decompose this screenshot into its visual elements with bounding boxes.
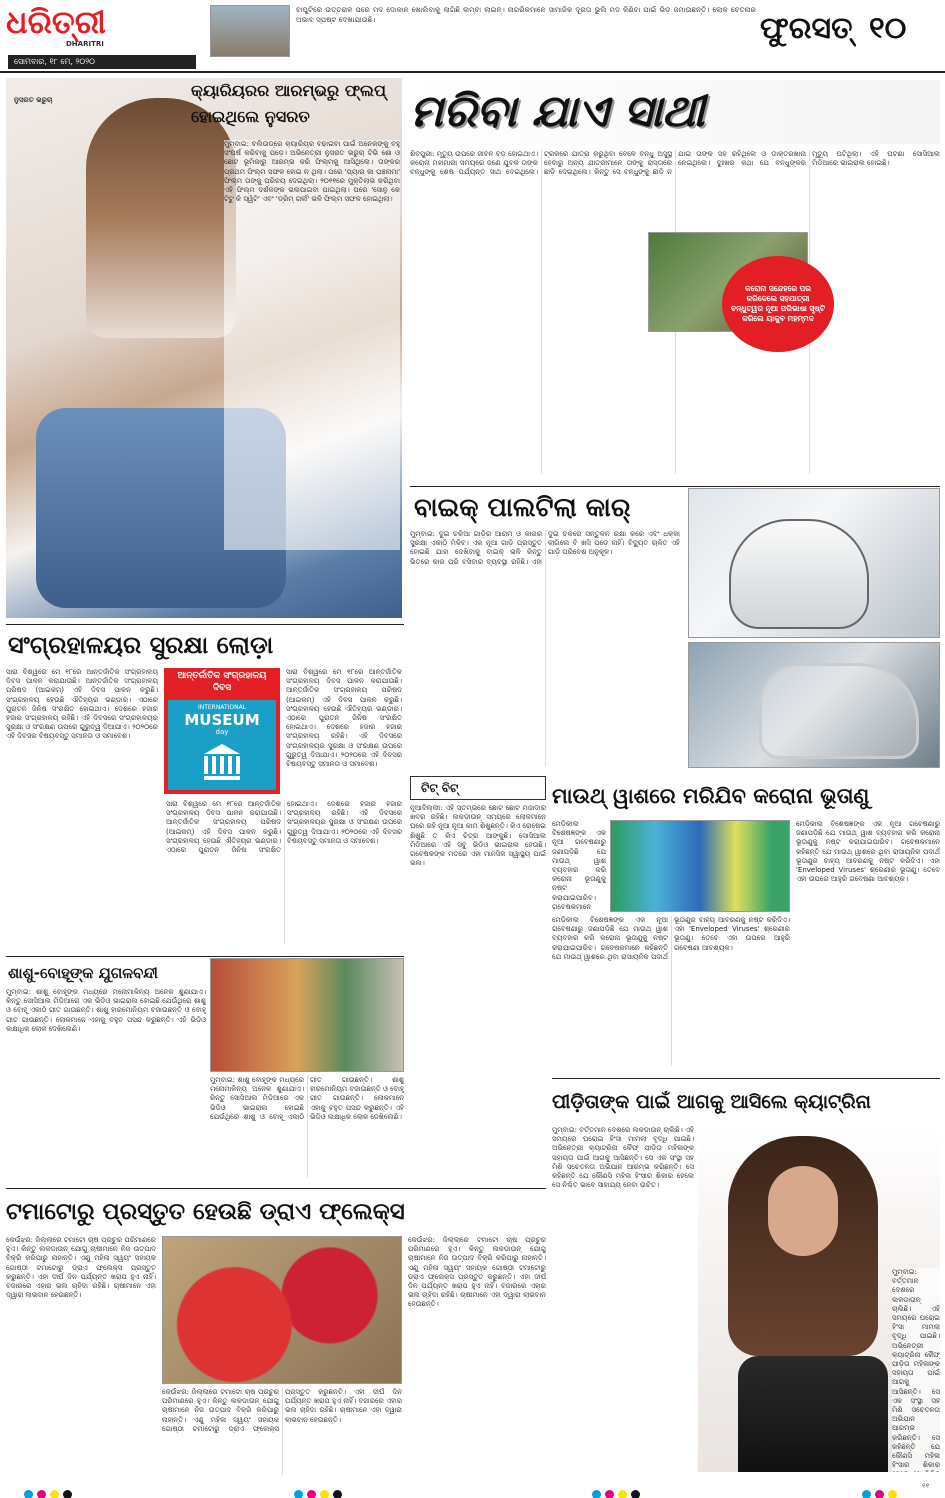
titbit-headline-box bbox=[410, 776, 546, 800]
bike-top-rule bbox=[410, 486, 940, 487]
section-name: ଫୁରସତ୍ bbox=[760, 11, 853, 46]
story-museum bbox=[6, 624, 404, 950]
masthead-date bbox=[8, 55, 196, 69]
nushrat-body: ମୁମ୍ବାଇ: ବଲିଉଡ୍‌ରେ କ୍ୟାରିୟର ବଢାଇବା ପାଇଁ ଅନେକଙ୍କୁ ବହୁ ସଂଘର୍ଷ କରିବାକୁ ପଡ଼େ। ଅଭିନେତ୍ରୀ ନୁସରତ ଭରୁଚା ଟିଭି ଶୋ ଓ ଛୋଟ ଭୂମିକାରୁ ଆରମ୍ଭ କରି ଫିଲ୍ମକୁ ଆସିଥିଲେ। ତାଙ୍କର ପ୍ରଥମ ଫିଲ୍ମ ସଫଳ ହୋଇ ନ ଥିଲା। ପରେ 'ପ୍ୟାର କା ପଞ୍ଚନାମା' ଫିଲ୍ମ ତାଙ୍କୁ ପରିଚୟ ଦେଇଥିଲା। ୨୦୧୧ରେ ମୁକ୍ତିଲାଭ କରିଥିବା ଏହି ଫିଲ୍ମ ଦର୍ଶକଙ୍କ ଭଲପାଇବା ପାଇଥିଲା। ପରେ 'ସୋନୁ କେ ଟିଟୁ କି ସ୍ୱିଟି' ଏବଂ 'ଡ୍ରିମ୍ ଗର୍ଲ' ଭଳି ଫିଲ୍ମ ସଫଳ ହୋଇଥିଲା। bbox=[224, 140, 400, 550]
story-titbit bbox=[410, 776, 546, 1182]
masthead-top-photo bbox=[210, 5, 290, 57]
story-nushrat bbox=[6, 78, 402, 618]
mouthwash-headline: ମାଉଥ୍ ୱାଶରେ ମରିଯିବ କରୋନା ଭୂତାଣୁ bbox=[552, 784, 870, 808]
masthead-top-story: ବାଘୁଟିରେ ଉତ୍ତରାଳ ପରେ ମଦ ଦୋକାନ ଖୋଲିବାକୁ ଲାଗିଛି ଲମ୍ବା ଲାଇନ୍। ନାଗରିକମାନେ ସାମାଜିକ ଦୂରତା ଭୁଲି ମଦ କିଣିବା ପାଇଁ ଭିଡ଼ ଜମାଉଛନ୍ତି। ଲୋକ ଚେତନାର ଅଭାବ ସ୍ପଷ୍ଟ ଦେଖାଯାଉଛି। bbox=[296, 5, 756, 24]
story-marib bbox=[410, 80, 940, 480]
story-tomato bbox=[6, 1188, 546, 1478]
saasu-photo bbox=[210, 958, 404, 1072]
reg-marks-center-right bbox=[590, 1484, 642, 1498]
saasu-top-rule bbox=[6, 956, 404, 957]
bike-vehicle-shape bbox=[729, 519, 869, 629]
story-mouthwash bbox=[552, 776, 940, 1070]
masthead-logo-block bbox=[6, 2, 196, 54]
reg-marks-center-left bbox=[292, 1484, 344, 1498]
footer bbox=[0, 1482, 945, 1498]
museum-body-right: ସାରା ବିଶ୍ୱରେ ମେ ୧୮ରେ ଆନ୍ତର୍ଜାତିକ ସଂଗ୍ରହାଳୟ ଦିବସ ପାଳନ କରାଯାଉଛି। ଆନ୍ତର୍ଜାତିକ ସଂଗ୍ରହାଳୟ ପରିଷଦ (ଆଇକମ୍) ଏହି ଦିବସ ପାଳନ କରୁଛି। ସଂଗ୍ରହାଳୟ ହେଉଛି ଐତିହ୍ୟର ଭଣ୍ଡାର। ଏଠାରେ ପୁରାତନ ଜିନିଷ ସଂରକ୍ଷିତ ହୋଇଥାଏ। ଦେଶରେ ହଜାର ହଜାର ସଂଗ୍ରହାଳୟ ରହିଛି। ଏହି ଦିବସରେ ସଂଗ୍ରହାଳୟର ସୁରକ୍ଷା ଓ ସଂରକ୍ଷଣ ଉପରେ ଗୁରୁତ୍ୱ ଦିଆଯାଏ। ୨୦୨୦ରେ ଏହି ଦିବସର ବିଷୟବସ୍ତୁ ସମାନତା ଓ ସମାବେଶ। bbox=[166, 800, 402, 855]
nushrat-figure bbox=[86, 98, 236, 338]
museum-badge-inner bbox=[168, 700, 276, 790]
mouthwash-photo bbox=[610, 820, 790, 912]
saasu-body-left: ମୁମ୍ବାଇ: ଶାଶୁ ବୋହୂଙ୍କ ମଧ୍ୟରେ ମନୋମାଳିନ୍ୟ ଅନେକ ଶୁଣାଯାଏ। କିନ୍ତୁ ସୋସିଆଲ ମିଡିଆରେ ଏକ ଭିଡିଓ ଭାଇରାଲ ହୋଇଛି ଯେଉଁଥିରେ ଶାଶୁ ଓ ବୋହୂ ଏକାଠି ଗୀତ ଗାଉଛନ୍ତି। ଶାଶୁ ହାରମୋନିୟମ ବଜାଉଛନ୍ତି ଓ ବୋହୂ ଗୀତ ଗାଉଛନ୍ତି। ଲୋକମାନେ ଏହାକୁ ବହୁତ ପସନ୍ଦ କରୁଛନ୍ତି। ଏହି ଭିଡିଓ ଲକ୍ଷାଧିକ ଲୋକ ଦେଖିଲେଣି। bbox=[6, 988, 206, 1033]
marib-callout bbox=[722, 256, 834, 352]
tomato-body-under: କେଉଁଝର: ଜିଲ୍ଲାରେ ଟମାଟୋ ଚାଷ ପ୍ରଚୁର ପରିମାଣରେ ହୁଏ। କିନ୍ତୁ ଲକଡାଉନ୍ ଯୋଗୁ ଚାଷୀମାନେ ନିଜ ଉତ୍ପାଦ ବିକ୍ରି କରିପାରୁ ନାହାନ୍ତି। ଏଣୁ ମହିଳା ସ୍ୱୟଂ ସହାୟକ ଗୋଷ୍ଠୀ ଟମାଟୋରୁ ଡ୍ରାଏ ଫ୍ଲେକ୍ସ ପ୍ରସ୍ତୁତ କରୁଛନ୍ତି। ଏହା ଦୀର୍ଘ ଦିନ ପର୍ଯ୍ୟନ୍ତ ଖରାପ ହୁଏ ନାହିଁ। ବଜାରରେ ଏହାର ଭଲ ଚାହିଦା ରହିଛି। ଚାଷୀମାନେ ଏହା ଦ୍ୱାରା ଲାଭବାନ ହେଉଛନ୍ତି। bbox=[162, 1388, 402, 1433]
bike-photo-bottom bbox=[688, 642, 940, 768]
mouthwash-body-b: ମେଡ଼ିକାଲ ବିଶେଷଜ୍ଞଙ୍କ ଏକ ନୂଆ ଗବେଷଣାରୁ ଜଣାପଡ଼ିଛି ଯେ ମାଉଥ୍ ୱାଶ ବ୍ୟବହାର କରି କରୋନା ଭୂତାଣୁକୁ ନଷ୍ଟ କରାଯାଇପାରିବ। ଗବେଷକମାନେ କହିଛନ୍ତି ଯେ ମାଉଥ୍ ୱାଶରେ ଥିବା ରାସାୟନିକ ପଦାର୍ଥ ଭୂତାଣୁର ବାହ୍ୟ ଆବରଣକୁ ନଷ୍ଟ କରିଦିଏ। ଏହା 'Enveloped Viruses' ଶ୍ରେଣୀର ଭୂତାଣୁ। ତେବେ ଏହା ଉପରେ ଆହୁରି ଗବେଷଣା ଆବଶ୍ୟକ। bbox=[552, 916, 790, 961]
tomato-headline: ଟମାଟୋରୁ ପ୍ରସ୍ତୁତ ହେଉଛି ଡ୍ରାଏ ଫ୍ଲେକ୍ସ bbox=[6, 1199, 405, 1225]
marib-headline-box bbox=[410, 80, 940, 144]
museum-body-side: ସାରା ବିଶ୍ୱରେ ମେ ୧୮ରେ ଆନ୍ତର୍ଜାତିକ ସଂଗ୍ରହାଳୟ ଦିବସ ପାଳନ କରାଯାଉଛି। ଆନ୍ତର୍ଜାତିକ ସଂଗ୍ରହାଳୟ ପରିଷଦ (ଆଇକମ୍) ଏହି ଦିବସ ପାଳନ କରୁଛି। ସଂଗ୍ରହାଳୟ ହେଉଛି ଐତିହ୍ୟର ଭଣ୍ଡାର। ଏଠାରେ ପୁରାତନ ଜିନିଷ ସଂରକ୍ଷିତ ହୋଇଥାଏ। ଦେଶରେ ହଜାର ହଜାର ସଂଗ୍ରହାଳୟ ରହିଛି। ଏହି ଦିବସରେ ସଂଗ୍ରହାଳୟର ସୁରକ୍ଷା ଓ ସଂରକ୍ଷଣ ଉପରେ ଗୁରୁତ୍ୱ ଦିଆଯାଏ। ୨୦୨୦ରେ ଏହି ଦିବସର ବିଷୟବସ୍ତୁ ସମାନତା ଓ ସମାବେଶ। bbox=[286, 668, 402, 769]
mouthwash-body-a: ମେଡ଼ିକାଲ ବିଶେଷଜ୍ଞଙ୍କ ଏକ ନୂଆ ଗବେଷଣାରୁ ଜଣାପଡ଼ିଛି ଯେ ମାଉଥ୍ ୱାଶ ବ୍ୟବହାର କରି କରୋନା ଭୂତାଣୁକୁ ନଷ୍ଟ କରାଯାଇପାରିବ। ଗବେଷକମାନେ bbox=[552, 820, 606, 911]
marib-headline: ମରିବା ଯାଏ ସାଥୀ bbox=[410, 86, 705, 137]
page-number: ୧୦ bbox=[868, 11, 907, 46]
tomato-body-right: କେଉଁଝର: ଜିଲ୍ଲାରେ ଟମାଟୋ ଚାଷ ପ୍ରଚୁର ପରିମାଣରେ ହୁଏ। କିନ୍ତୁ ଲକଡାଉନ୍ ଯୋଗୁ ଚାଷୀମାନେ ନିଜ ଉତ୍ପାଦ ବିକ୍ରି କରିପାରୁ ନାହାନ୍ତି। ଏଣୁ ମହିଳା ସ୍ୱୟଂ ସହାୟକ ଗୋଷ୍ଠୀ ଟମାଟୋରୁ ଡ୍ରାଏ ଫ୍ଲେକ୍ସ ପ୍ରସ୍ତୁତ କରୁଛନ୍ତି। ଏହା ଦୀର୍ଘ ଦିନ ପର୍ଯ୍ୟନ୍ତ ଖରାପ ହୁଏ ନାହିଁ। ବଜାରରେ ଏହାର ଭଲ ଚାହିଦା ରହିଛି। ଚାଷୀମାନେ ଏହା ଦ୍ୱାରା ଲାଭବାନ ହେଉଛନ୍ତି। bbox=[408, 1236, 546, 1309]
nushrat-photo-caption: ନୁସରତ ଭରୁଚା bbox=[14, 96, 53, 104]
story-saasu bbox=[6, 956, 404, 1182]
bike-vehicle-frame bbox=[759, 663, 919, 759]
tomato-photo bbox=[162, 1236, 402, 1384]
katrina-body-right: ମୁମ୍ବାଇ: ବର୍ତ୍ତମାନ ଦେଶରେ ଲକଡାଉନ୍ ଚାଲିଛି। ଏହି ସମୟରେ ଘରୋଇ ହିଂସା ମାମଲା ବୃଦ୍ଧି ପାଇଛି। ଅଭିନେତ୍ରୀ କ୍ୟାଟ୍ରିନା କୈଫ୍ ପୀଡ଼ିତା ମହିଳାଙ୍କ ସହାୟତା ପାଇଁ ଆଗକୁ ଆସିଛନ୍ତି। ସେ ଏକ ସଂସ୍ଥା ସହ ମିଶି ସଚେତନତା ଅଭିଯାନ ଆରମ୍ଭ କରିଛନ୍ତି। ସେ କହିଛନ୍ତି ଯେ କୌଣସି ମହିଳା ହିଂସାର ଶିକାର bbox=[892, 1268, 940, 1472]
bike-headline: ବାଇକ୍ ପାଲଟିଲା କାର୍ bbox=[414, 493, 631, 523]
titbit-body: ନୂଆଦିଲ୍ଲୀ: ଏହି ସ୍ତମ୍ଭରେ ଛୋଟ ଛୋଟ ମଜାଦାର ଖବର ରହିଛି। ଲକଡାଉନ୍ ସମୟରେ ଲୋକମାନେ ଘରେ ରହି ନୂଆ ନୂଆ କାମ ଶିଖୁଛନ୍ତି। କିଏ ରୋଷେଇ ଶିଖୁଛି ତ କିଏ ଚିତ୍ର ଆଙ୍କୁଛି। ସୋସିଆଲ ମିଡିଆରେ ଏହି ସବୁ ଭିଡିଓ ଭାଇରାଲ ହେଉଛି। ଗବେଷକଙ୍କ ମତରେ ଏହା ମାନସିକ ସ୍ୱାସ୍ଥ୍ୟ ପାଇଁ ଭଲ। bbox=[410, 804, 546, 868]
museum-badge bbox=[164, 668, 280, 794]
masthead-logo-sub: DHARITRI bbox=[66, 40, 104, 48]
katrina-top-rule bbox=[552, 1078, 940, 1079]
story-bike bbox=[410, 486, 940, 768]
nushrat-headline: କ୍ୟାରିୟରର ଆରମ୍ଭରୁ ଫ୍ଲପ୍ ହୋଇଥିଲେ ନୁସରତ bbox=[191, 81, 386, 126]
museum-headline: ସଂଗ୍ରହାଳୟର ସୁରକ୍ଷା ଲୋଡ଼ା bbox=[8, 631, 274, 659]
story-katrina bbox=[552, 1078, 940, 1476]
museum-body-left: ସାରା ବିଶ୍ୱରେ ମେ ୧୮ରେ ଆନ୍ତର୍ଜାତିକ ସଂଗ୍ରହାଳୟ ଦିବସ ପାଳନ କରାଯାଉଛି। ଆନ୍ତର୍ଜାତିକ ସଂଗ୍ରହାଳୟ ପରିଷଦ (ଆଇକମ୍) ଏହି ଦିବସ ପାଳନ କରୁଛି। ସଂଗ୍ରହାଳୟ ହେଉଛି ଐତିହ୍ୟର ଭଣ୍ଡାର। ଏଠାରେ ପୁରାତନ ଜିନିଷ ସଂରକ୍ଷିତ ହୋଇଥାଏ। ଦେଶରେ ହଜାର ହଜାର ସଂଗ୍ରହାଳୟ ରହିଛି। ଏହି ଦିବସରେ ସଂଗ୍ରହାଳୟର ସୁରକ୍ଷା ଓ ସଂରକ୍ଷଣ ଉପରେ ଗୁରୁତ୍ୱ ଦିଆଯାଏ। ୨୦୨୦ରେ ଏହି ଦିବସର ବିଷୟବସ୍ତୁ ସମାନତା ଓ ସମାବେଶ। bbox=[6, 668, 158, 741]
marib-body: ଶିବପୁରୀ: ମୃତ୍ୟୁ ଉପରେ ଜୀବନ ବଡ଼ ହୋଇଥାଏ। କରୋନା ମହାମାରୀ ସମୟରେ ଜଣେ ଯୁବକ ତାଙ୍କ ବନ୍ଧୁଙ୍କୁ ଶେଷ ପର୍ଯ୍ୟନ୍ତ ସାଥ ଦେଇଥିଲେ। ଟ୍ରକରେ ଯାତ୍ରା କରୁଥିବା ବେଳେ ବନ୍ଧୁ ଅସୁସ୍ଥ ହେବାରୁ ଅନ୍ୟ ଯାତ୍ରୀମାନେ ତାଙ୍କୁ ରାସ୍ତାରେ ଛାଡ଼ି ଦେଇଥିଲେ। କିନ୍ତୁ ସେ ବନ୍ଧୁଙ୍କୁ ଛାଡ଼ି ନ ଯାଇ ତାଙ୍କ ସହ ରହିଥିଲେ ଓ ଡାକ୍ତରଖାନା ନେଇଥିଲେ। ଦୁଃଖର କଥା ଯେ ବନ୍ଧୁଙ୍କର ମୃତ୍ୟୁ ଘଟିଥିଲା। ଏହି ଘଟଣା ସୋସିଆଲ ମିଡିଆରେ ଭାଇରାଲ ହୋଇଛି। bbox=[410, 150, 940, 177]
masthead-date-text: ସୋମବାର, ୧୮ ମେ, ୨୦୨୦ bbox=[14, 57, 95, 66]
museum-badge-en-main: MUSEUM bbox=[184, 711, 260, 729]
tomato-top-rule bbox=[6, 1188, 546, 1189]
mouthwash-body-c: ମେଡ଼ିକାଲ ବିଶେଷଜ୍ଞଙ୍କ ଏକ ନୂଆ ଗବେଷଣାରୁ ଜଣାପଡ଼ିଛି ଯେ ମାଉଥ୍ ୱାଶ ବ୍ୟବହାର କରି କରୋନା ଭୂତାଣୁକୁ ନଷ୍ଟ କରାଯାଇପାରିବ। ଗବେଷକମାନେ କହିଛନ୍ତି ଯେ ମାଉଥ୍ ୱାଶରେ ଥିବା ରାସାୟନିକ ପଦାର୍ଥ ଭୂତାଣୁର ବାହ୍ୟ ଆବରଣକୁ ନଷ୍ଟ କରିଦିଏ। ଏହା 'Enveloped Viruses' ଶ୍ରେଣୀର ଭୂତାଣୁ। ତେବେ ଏହା ଉପରେ ଆହୁରି ଗବେଷଣା ଆବଶ୍ୟକ। bbox=[796, 820, 940, 884]
museum-badge-en-day: day bbox=[215, 728, 229, 736]
museum-badge-en-top: INTERNATIONAL bbox=[197, 704, 247, 711]
bike-body: ମୁମ୍ବାଇ: ଦୁଇ ଚକିଆ ଗାଡ଼ିର ଆରାମ ଓ କାରର ସୁରକ୍ଷା ଏକାଠି ମିଳିବ। ଏକ ନୂଆ ଗାଡ଼ି ପ୍ରସ୍ତୁତ ହୋଇଛି ଯାହା ଦେଖିବାକୁ ବାଇକ୍ ଭଳି କିନ୍ତୁ ଭିତରେ କାର ପରି ବସିବାର ବ୍ୟବସ୍ଥା ରହିଛି। ଏହା ଦୁଇ ଚକରେ ସନ୍ତୁଳନ ରକ୍ଷା କରେ ଏବଂ ଧକ୍କା ଲାଗିଲେ ବି ଖସି ପଡ଼େ ନାହିଁ। ବିଦ୍ୟୁତ ଚାଳିତ ଏହି ଗାଡ଼ି ପରିବେଶ ଅନୁକୂଳ। bbox=[410, 530, 680, 566]
saasu-body-right: ମୁମ୍ବାଇ: ଶାଶୁ ବୋହୂଙ୍କ ମଧ୍ୟରେ ମନୋମାଳିନ୍ୟ ଅନେକ ଶୁଣାଯାଏ। କିନ୍ତୁ ସୋସିଆଲ ମିଡିଆରେ ଏକ ଭିଡିଓ ଭାଇରାଲ ହୋଇଛି ଯେଉଁଥିରେ ଶାଶୁ ଓ ବୋହୂ ଏକାଠି ଗୀତ ଗାଉଛନ୍ତି। ଶାଶୁ ହାରମୋନିୟମ ବଜାଉଛନ୍ତି ଓ ବୋହୂ ଗୀତ ଗାଉଛନ୍ତି। ଲୋକମାନେ ଏହାକୁ ବହୁତ ପସନ୍ଦ କରୁଛନ୍ତି। ଏହି ଭିଡିଓ ଲକ୍ଷାଧିକ ଲୋକ ଦେଖିଲେଣି। bbox=[210, 1076, 404, 1121]
museum-top-rule bbox=[6, 624, 404, 625]
titbit-headline: ଟିଟ୍ ବିଟ୍ bbox=[421, 781, 459, 795]
masthead-logo: ଧରିତ୍ରୀ bbox=[6, 3, 106, 41]
katrina-body: ମୁମ୍ବାଇ: ବର୍ତ୍ତମାନ ଦେଶରେ ଲକଡାଉନ୍ ଚାଲିଛି। ଏହି ସମୟରେ ଘରୋଇ ହିଂସା ମାମଲା ବୃଦ୍ଧି ପାଇଛି। ଅଭିନେତ୍ରୀ କ୍ୟାଟ୍ରିନା କୈଫ୍ ପୀଡ଼ିତା ମହିଳାଙ୍କ ସହାୟତା ପାଇଁ ଆଗକୁ ଆସିଛନ୍ତି। ସେ ଏକ ସଂସ୍ଥା ସହ ମିଶି ସଚେତନତା ଅଭିଯାନ ଆରମ୍ଭ କରିଛନ୍ତି। ସେ କହିଛନ୍ତି ଯେ କୌଣସି ମହିଳା ହିଂସାର ଶିକାର ହେଲେ ସେ ନିଶ୍ଚିତ ଭାବେ ସାହାଯ୍ୟ ନେବା ଉଚିତ। bbox=[552, 1126, 694, 1190]
katrina-face bbox=[768, 1166, 838, 1256]
bike-photo-top bbox=[688, 488, 940, 638]
reg-marks-right bbox=[860, 1484, 899, 1498]
katrina-headline: ପୀଡ଼ିତାଙ୍କ ପାଇଁ ଆଗକୁ ଆସିଲେ କ୍ୟାଟ୍ରିନା bbox=[552, 1091, 871, 1113]
tomato-body-left: କେଉଁଝର: ଜିଲ୍ଲାରେ ଟମାଟୋ ଚାଷ ପ୍ରଚୁର ପରିମାଣରେ ହୁଏ। କିନ୍ତୁ ଲକଡାଉନ୍ ଯୋଗୁ ଚାଷୀମାନେ ନିଜ ଉତ୍ପାଦ ବିକ୍ରି କରିପାରୁ ନାହାନ୍ତି। ଏଣୁ ମହିଳା ସ୍ୱୟଂ ସହାୟକ ଗୋଷ୍ଠୀ ଟମାଟୋରୁ ଡ୍ରାଏ ଫ୍ଲେକ୍ସ ପ୍ରସ୍ତୁତ କରୁଛନ୍ତି। ଏହା ଦୀର୍ଘ ଦିନ ପର୍ଯ୍ୟନ୍ତ ଖରାପ ହୁଏ ନାହିଁ। ବଜାରରେ ଏହାର ଭଲ ଚାହିଦା ରହିଛି। ଚାଷୀମାନେ ଏହା ଦ୍ୱାରା ଲାଭବାନ ହେଉଛନ୍ତି। bbox=[6, 1236, 156, 1300]
masthead-rule bbox=[0, 71, 945, 73]
reg-marks-left bbox=[22, 1484, 74, 1498]
footer-page-marker: ୧୧ bbox=[922, 1482, 930, 1490]
masthead bbox=[0, 0, 945, 70]
saasu-headline: ଶାଶୁ-ବୋହୂଙ୍କ ଯୁଗଳବନ୍ଦୀ bbox=[8, 964, 158, 982]
masthead-section bbox=[760, 6, 940, 52]
marib-callout-text: କରୋନା ସନ୍ଦେହରେ ପର କରିଦେଲେ ସହଯାତ୍ରୀ ବନ୍ଧୁତ୍ୱର ନୂଆ ପରିଭାଷା ସୃଷ୍ଟି କରିଲେ ୟାକୁବ ମହମ୍ମଦ bbox=[730, 284, 826, 323]
museum-badge-title: ଆନ୍ତର୍ଜାତିକ ସଂଗ୍ରହାଳୟ ଦିବସ bbox=[177, 671, 267, 693]
katrina-dress bbox=[738, 1356, 888, 1472]
museum-building-icon bbox=[204, 744, 240, 780]
